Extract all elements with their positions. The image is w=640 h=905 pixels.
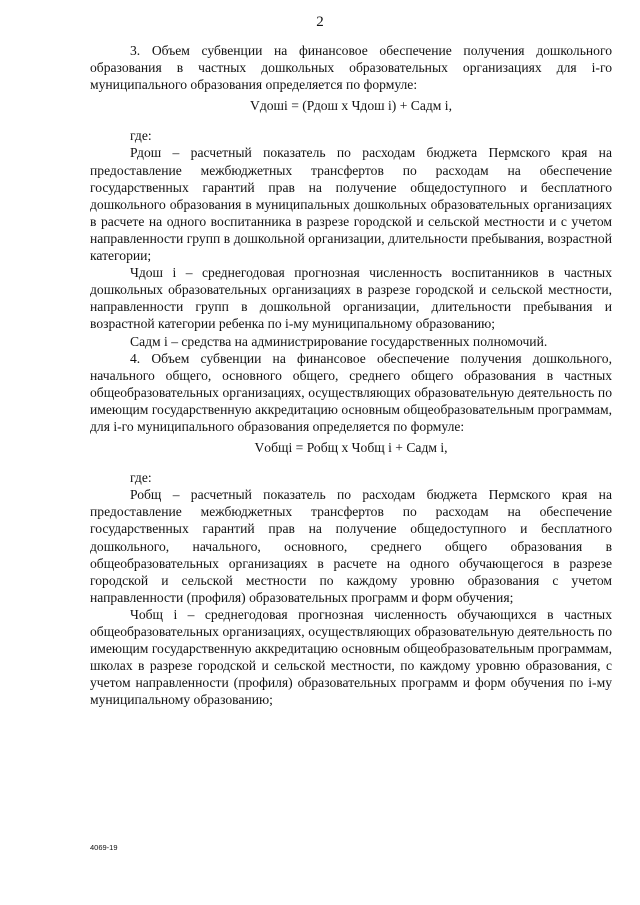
document-body xyxy=(90,42,612,708)
definition-ch-dosh: Чдош і – среднегодовая прогнозная численность воспитанников в частных дошкольных образовательных организациях в разрезе городской и сельской местности, направленности групп в дошкольной организации, длительности пребывания и возрастной категории ребенка по і-му муниципальному образованию; xyxy=(90,265,612,332)
definition-ch-obsch: Чобщ і – среднегодовая прогнозная численность обучающихся в частных общеобразовательных организациях, осуществляющих образовательную деятельность по имеющим государственную аккредитацию основным общеобразовательным программам, школах в разрезе городской и сельской местности, по каждому уровню образования, с учетом направленности (профиля) образовательных программ и форм обучения по і-му муниципальному образованию; xyxy=(90,606,612,708)
paragraph-4-intro: 4. Объем субвенции на финансовое обеспечение получения дошкольного, начального общего, основного общего, среднего общего образования в частных общеобразовательных организациях, осуществляющих образовательную деятельность по имеющим государственную аккредитацию основным общеобразовательным программам, для і-го муниципального образования определяется по формуле: xyxy=(90,350,612,434)
where-label: где: xyxy=(130,128,152,144)
definition-s-adm: Садм і – средства на администрирование государственных полномочий. xyxy=(130,333,548,349)
paragraph-3-intro: 3. Объем субвенции на финансовое обеспечение получения дошкольного образования в частных дошкольных образовательных организациях для i-го муниципального образования определяется по формуле: xyxy=(90,43,612,93)
where-label: где: xyxy=(130,470,152,486)
definition-r-obsch: Робщ – расчетный показатель по расходам бюджета Пермского края на предоставление межбюджетных трансфертов по расходам на обеспечение государственных гарантий прав на получение общедоступного и бесплатного дошкольного, начального, основного, среднего общего образования в общеобразовательных организациях в расчете на одного обучающегося в разрезе городской и сельской местности по каждому уровню образования с учетом направленности (профиля) образовательных программ и форм обучения; xyxy=(90,487,612,605)
formula-v-dosh: Vдоші = (Рдош х Чдош і) + Садм і, xyxy=(250,98,452,114)
definition-r-dosh: Рдош – расчетный показатель по расходам бюджета Пермского края на предоставление межбюджетных трансфертов по расходам на обеспечение государственных гарантий прав на получение общедоступного и бесплатного дошкольного образования в муниципальных дошкольных образовательных организациях в расчете на одного воспитанника в разрезе городской и сельской местности и с учетом направленности групп в дошкольной организации, длительности пребывания, возрастной категории; xyxy=(90,145,612,264)
page-number: 2 xyxy=(316,14,324,30)
formula-v-obsch: Vобщі = Робщ х Чобщ і + Садм і, xyxy=(254,440,448,456)
footer-document-code: 4069-19 xyxy=(90,843,118,852)
